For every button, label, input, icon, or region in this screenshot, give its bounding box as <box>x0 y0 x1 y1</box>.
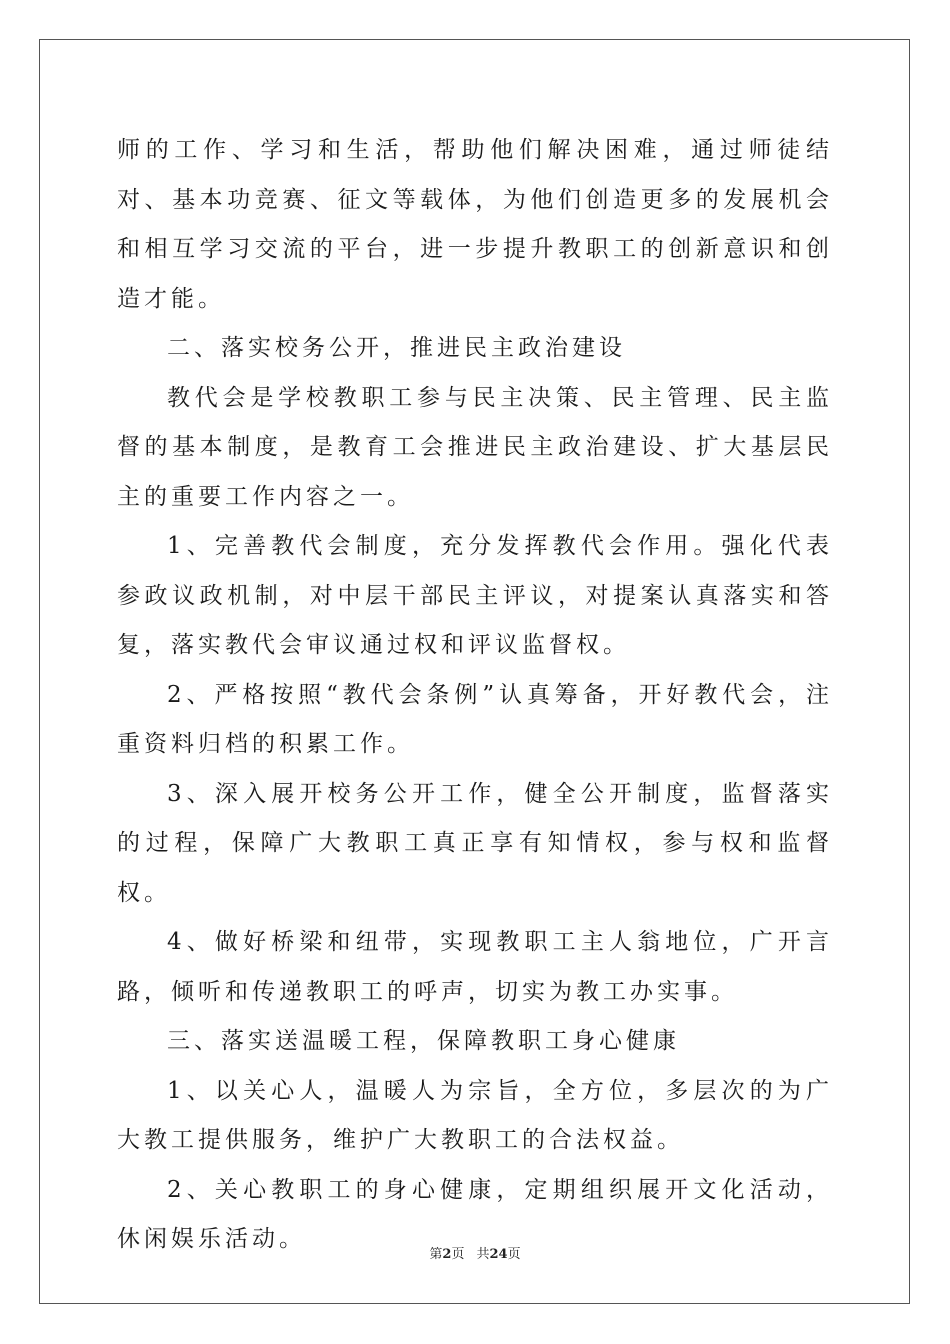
list-item: 1、完善教代会制度，充分发挥教代会作用。强化代表参政议政机制，对中层干部民主评议，对提案认真落实和答复，落实教代会审议通过权和评议监督权。 <box>117 533 833 658</box>
paragraph: 教代会是学校教职工参与民主决策、民主管理、民主监督的基本制度，是教育工会推进民主政治建设、扩大基层民主的重要工作内容之一。 <box>117 384 833 510</box>
total-prefix: 共 <box>476 1247 490 1262</box>
list-item: 3、深入展开校务公开工作，健全公开制度，监督落实的过程，保障广大教职工真正享有知情权，参与权和监督权。 <box>117 780 833 906</box>
document-body <box>117 126 833 1265</box>
page-prefix: 第 <box>429 1247 443 1262</box>
list-item: 2、关心教职工的身心健康，定期组织展开文化活动，休闲娱乐活动。 <box>117 1176 833 1252</box>
page-footer <box>0 1246 950 1264</box>
page-number: 2 <box>442 1247 452 1262</box>
total-suffix: 页 <box>507 1247 521 1262</box>
paragraph: 师的工作、学习和生活，帮助他们解决困难，通过师徒结对、基本功竞赛、征文等载体，为他们创造更多的发展机会和相互学习交流的平台，进一步提升教职工的创新意识和创造才能。 <box>117 137 833 312</box>
section-heading: 二、落实校务公开，推进民主政治建设 <box>167 335 626 361</box>
list-item: 4、做好桥梁和纽带，实现教职工主人翁地位，广开言路，倾听和传递教职工的呼声，切实为教工办实事。 <box>117 929 833 1005</box>
page-suffix: 页 <box>451 1247 465 1262</box>
total-pages: 24 <box>489 1247 508 1262</box>
list-item: 1、以关心人，温暖人为宗旨，全方位，多层次的为广大教工提供服务，维护广大教职工的合法权益。 <box>117 1077 833 1153</box>
section-heading: 三、落实送温暖工程，保障教职工身心健康 <box>167 1028 680 1054</box>
list-item: 2、严格按照“教代会条例”认真筹备，开好教代会，注重资料归档的积累工作。 <box>117 681 833 757</box>
